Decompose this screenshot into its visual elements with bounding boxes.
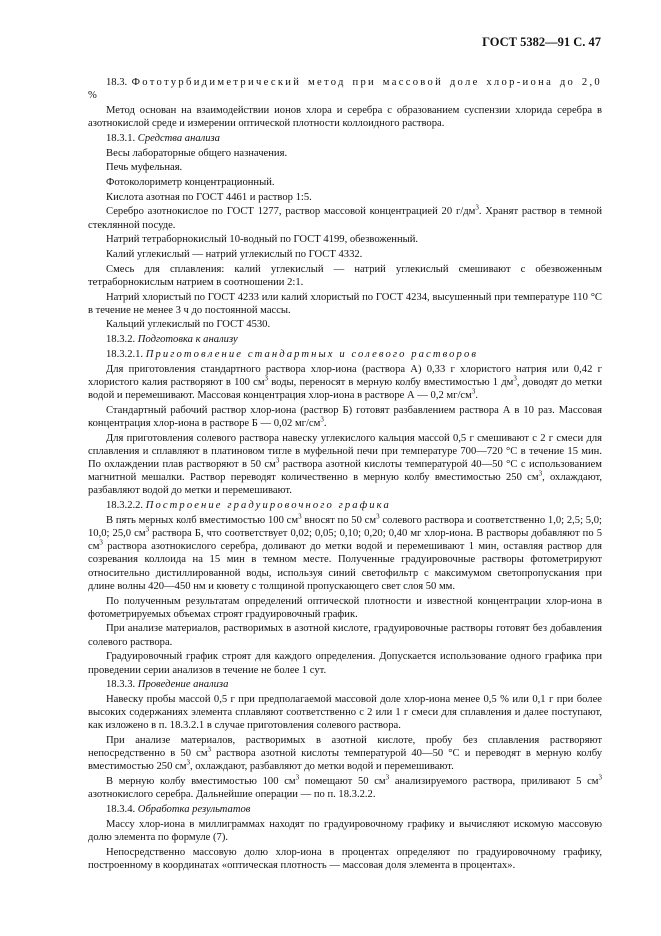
paragraph: Массу хлор-иона в миллиграммах находят по градуировочному графику и вычисляют искомую массовую долю элемента по формуле (7).: [88, 818, 602, 843]
section-title: Фототурбидиметрический метод при массовой доле хлор-иона до 2,0 %: [88, 77, 602, 102]
list-item: Натрий тетраборнокислый 10-водный по ГОСТ 4199, обезвоженный.: [106, 234, 419, 246]
list-item: Калий углекислый — натрий углекислый по ГОСТ 4332.: [106, 248, 363, 260]
list-item: Фотоколориметр концентрационный.: [106, 176, 275, 188]
paragraph: В пять мерных колб вместимостью 100 $см^3$ вносят по 50 $см^3$ солевого раствора и соответственно 1,0; 2,5; 5,0; 10,0; 25,0 $см^3$ раствора Б, что соответствует 0,02; 0,05; 0,10; 0,20; 0,40 мг хлор-иона. В растворы добавляют по 5 $см^3$ раствора азотнокислого серебра, доливают до метки водой и перемешивают 1 мин, оставляя раствор для созревания коллоида на 15 мин в темном месте. Полученные градуировочные растворы фотометрируют относительно дистиллированной воды, используя синий светофильтр с максимумом светопропускания при длине волны 420—450 нм и кювету с толщиной пропускающего свет слоя 50 мм.: [88, 512, 602, 592]
paragraph: При анализе материалов, растворимых в азотной кислоте, градуировочные растворы готовят без добавления солевого раствора.: [88, 623, 602, 648]
list-item: Смесь для сплавления: калий углекислый — натрий углекислый смешивают с обезвоженным тетраборнокислым натрием в соотношении 2:1.: [88, 263, 602, 288]
section-18-3-4-heading: 18.3.4. Обработка результатов: [106, 804, 251, 816]
list-item: Натрий хлористый по ГОСТ 4233 или калий хлористый по ГОСТ 4234, высушенный при температуре 110 °С в течение не менее 3 ч до постоянной массы.: [88, 291, 602, 316]
paragraph: Для приготовления стандартного раствора хлор-иона (раствора А) 0,33 г хлористого натрия или 0,42 г хлористого калия растворяют в 100 $см^3$ воды, переносят в мерную колбу вместимостью 1 $дм^3$, доводят до метки водой и перемешивают. Массовая концентрация хлор-иона в растворе А — 0,2 $мг/см^3$.: [88, 363, 603, 401]
paragraph: Градуировочный график строят для каждого определения. Допускается использование одного графика при проведении серии анализов в течение не более 1 сут.: [88, 651, 602, 676]
section-18-3-2-2-heading: 18.3.2.2. Построение градуировочного графика: [106, 500, 391, 512]
paragraph: Непосредственно массовую долю хлор-иона в процентах определяют по градуировочному графику, построенному в координатах «оптическая плотность — массовая доля элемента в процентах».: [88, 846, 602, 871]
list-item: Весы лабораторные общего назначения.: [106, 147, 288, 159]
list-item: Кислота азотная по ГОСТ 4461 и раствор 1:5.: [106, 191, 312, 203]
paragraph: При анализе материалов, растворимых в азотной кислоте, пробу без сплавления растворяют непосредственно в 50 $см^3$ раствора азотной кислоты температурой 40—50 °С и переводят в мерную колбу вместимостью 250 $см^3$, охлаждают, разбавляют до метки водой и перемешивают.: [88, 735, 602, 773]
list-item: Кальций углекислый по ГОСТ 4530.: [106, 319, 271, 331]
list-item: Печь муфельная.: [106, 162, 183, 174]
paragraph: Метод основан на взаимодействии ионов хлора и серебра с образованием суспензии хлорида серебра в азотнокислой среде и измерении оптической плотности коллоидного раствора.: [88, 104, 602, 130]
document-body: [88, 76, 602, 874]
paragraph: Для приготовления солевого раствора навеску углекислого кальция массой 0,5 г смешивают с 2 г смеси для сплавления и сплавляют в платиновом тигле в муфельной печи при температуре 700—720 °С в течение 15 мин. По охлаждении плав растворяют в 50 $см^3$ раствора азотной кислоты температурой 40—50 °С с использованием магнитной мешалки. Раствор переводят количественно в мерную колбу вместимостью 250 $см^3$, охлаждают, разбавляют водой до метки и перемешивают.: [88, 432, 602, 497]
section-18-3-2-heading: 18.3.2. Подготовка к анализу: [106, 334, 238, 346]
section-18-3-2-1-heading: 18.3.2.1. Приготовление стандартных и солевого растворов: [106, 348, 479, 360]
section-18-3-1-heading: 18.3.1. Средства анализа: [106, 132, 220, 144]
paragraph: Стандартный рабочий раствор хлор-иона (раствор Б) готовят разбавлением раствора А в 10 раз. Массовая концентрация хлор-иона в растворе Б — 0,02 $мг/см^3$.: [88, 404, 602, 429]
section-18-3-heading: 18.3. Фототурбидиметрический метод при массовой доле хлор-иона до 2,0 %: [88, 77, 602, 102]
page-header: ГОСТ 5382—91 С. 47: [482, 35, 601, 49]
paragraph: По полученным результатам определений оптической плотности и известной концентрации хлор-иона в фотометрируемых объемах строят градуировочный график.: [88, 595, 602, 620]
paragraph: В мерную колбу вместимостью 100 $см^3$ помещают 50 $см^3$ анализируемого раствора, приливают 5 $см^3$ азотнокислого серебра. Дальнейшие операции — по п. 18.3.2.2.: [88, 773, 602, 801]
paragraph: Навеску пробы массой 0,5 г при предполагаемой массовой доле хлор-иона менее 0,5 % или 0,1 г при более высоких содержаниях элемента сплавляют соответственно с 2 или 1 г смеси для сплавления и далее поступают, как изложено в п. 18.3.2.1 в случае приготовления солевого раствора.: [88, 693, 602, 732]
section-18-3-3-heading: 18.3.3. Проведение анализа: [106, 679, 229, 691]
list-item: Серебро азотнокислое по ГОСТ 1277, раствор массовой концентрацией 20 $г/дм^3$. Хранят раствор в темной стеклянной посуде.: [88, 203, 602, 231]
